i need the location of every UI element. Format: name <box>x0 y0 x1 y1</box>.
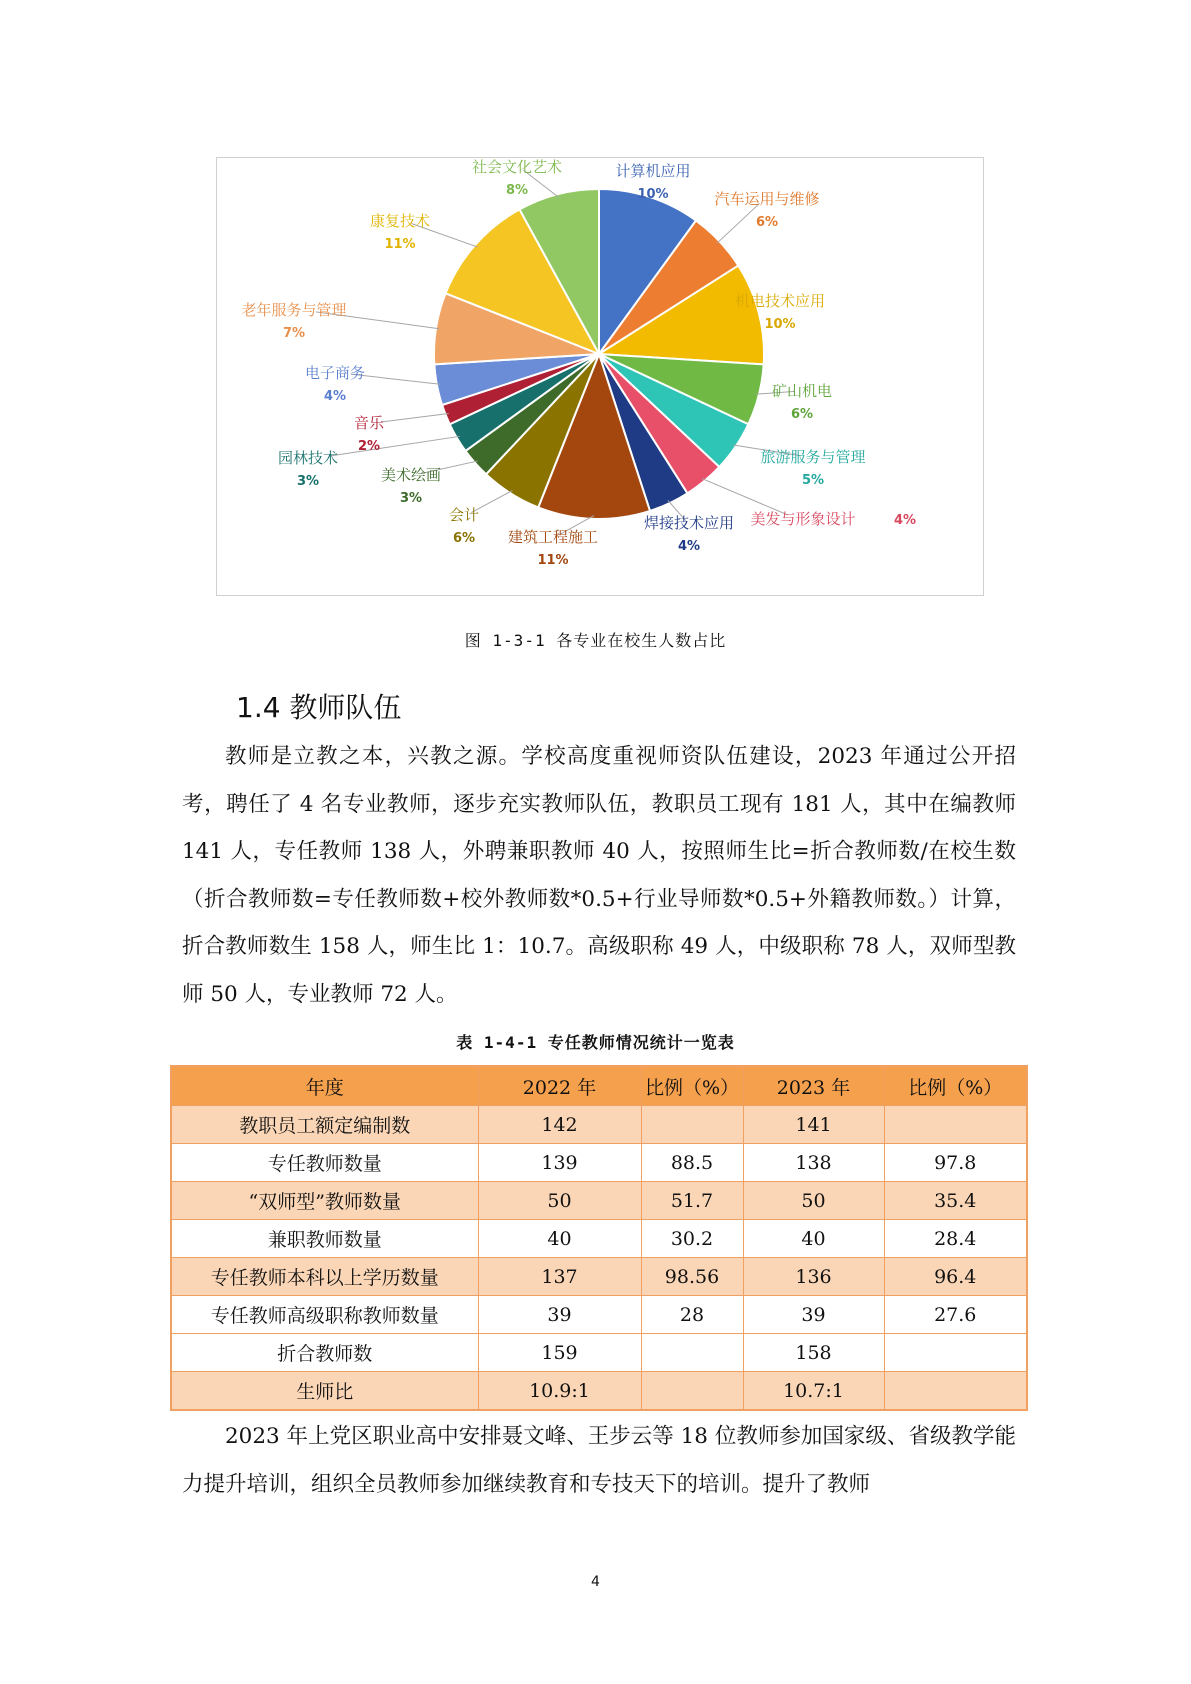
slice-label: 老年服务与管理 <box>241 301 347 319</box>
cell-2023: 141 <box>743 1106 884 1144</box>
cell-ratio-2022 <box>641 1106 743 1144</box>
slice-percent: 6% <box>790 407 814 422</box>
slice-label: 美术绘画 <box>380 466 442 484</box>
table-header-row <box>171 1066 1027 1106</box>
slice-percent: 10% <box>637 187 669 202</box>
slice-percent: 6% <box>755 215 779 230</box>
pie-chart-svg <box>217 158 985 597</box>
row-label: 专任教师本科以上学历数量 <box>171 1258 478 1296</box>
table-caption: 表 1-4-1 专任教师情况统计一览表 <box>456 1033 735 1052</box>
slice-label: 音乐 <box>353 414 385 432</box>
cell-2022: 139 <box>478 1144 641 1182</box>
slice-percent: 4% <box>893 513 917 528</box>
row-label: 专任教师高级职称教师数量 <box>171 1296 478 1334</box>
table-row <box>171 1106 1027 1144</box>
cell-ratio-2023: 96.4 <box>884 1258 1027 1296</box>
slice-label: 矿山机电 <box>771 382 833 400</box>
row-label: 折合教师数 <box>171 1334 478 1372</box>
slice-percent: 6% <box>452 531 476 546</box>
slice-label: 汽车运用与维修 <box>714 190 820 208</box>
cell-2022: 50 <box>478 1182 641 1220</box>
cell-ratio-2022: 88.5 <box>641 1144 743 1182</box>
row-label: 生师比 <box>171 1372 478 1411</box>
cell-ratio-2023: 97.8 <box>884 1144 1027 1182</box>
slice-percent: 3% <box>399 491 423 506</box>
paragraph-training: 2023 年上党区职业高中安排聂文峰、王步云等 18 位教师参加国家级、省级教学能力提升培训，组织全员教师参加继续教育和专技天下的培训。提升了教师 <box>182 1424 1016 1497</box>
cell-2023: 40 <box>743 1220 884 1258</box>
row-label: “双师型”教师数量 <box>171 1182 478 1220</box>
cell-ratio-2023 <box>884 1334 1027 1372</box>
slice-percent: 2% <box>357 439 381 454</box>
table-row <box>171 1258 1027 1296</box>
paragraph-teachers-intro: 教师是立教之本，兴教之源。学校高度重视师资队伍建设，2023 年通过公开招考，聘任了 4 名专业教师，逐步充实教师队伍，教职员工现有 181 人，其中在编教师 141 人，专任教师 138 人，外聘兼职教师 40 人，按照师生比=折合教师数/在校生数（折合教师数=专任教师数+校外教师数*0.5+行业导师数*0.5+外籍教师数。）计算，折合教师数生 158 人，师生比 1：10.7。高级职称 49 人，中级职称 78 人，双师型教师 50 人，专业教师 72 人。 <box>182 744 1016 1007</box>
table-row <box>171 1296 1027 1334</box>
cell-2023: 39 <box>743 1296 884 1334</box>
slice-label: 机电技术应用 <box>734 292 826 310</box>
cell-ratio-2022: 98.56 <box>641 1258 743 1296</box>
slice-percent: 7% <box>282 326 306 341</box>
slice-label: 康复技术 <box>369 212 431 230</box>
cell-ratio-2022 <box>641 1372 743 1411</box>
slice-percent: 11% <box>384 237 416 252</box>
slice-percent: 4% <box>677 539 701 554</box>
row-label: 教职员工额定编制数 <box>171 1106 478 1144</box>
cell-2022: 10.9:1 <box>478 1372 641 1411</box>
leader-line <box>331 436 460 456</box>
figure-caption: 图 1-3-1 各专业在校生人数占比 <box>464 631 727 650</box>
cell-ratio-2022: 51.7 <box>641 1182 743 1220</box>
table-row <box>171 1334 1027 1372</box>
table-row <box>171 1220 1027 1258</box>
page-number: 4 <box>591 1574 600 1590</box>
slice-label: 美发与形象设计 <box>750 510 856 528</box>
cell-2022: 39 <box>478 1296 641 1334</box>
slice-percent: 5% <box>801 473 825 488</box>
cell-ratio-2022: 28 <box>641 1296 743 1334</box>
slice-percent: 8% <box>505 183 529 198</box>
slice-label: 园林技术 <box>277 449 339 467</box>
cell-ratio-2023: 27.6 <box>884 1296 1027 1334</box>
slice-label: 焊接技术应用 <box>643 514 735 532</box>
cell-ratio-2023: 35.4 <box>884 1182 1027 1220</box>
header-2023: 2023 年 <box>743 1066 884 1106</box>
cell-2022: 40 <box>478 1220 641 1258</box>
slice-percent: 3% <box>296 474 320 489</box>
cell-2022: 159 <box>478 1334 641 1372</box>
header-ratio-2022: 比例（%） <box>641 1066 743 1106</box>
table-row <box>171 1372 1027 1411</box>
slice-percent: 11% <box>537 553 569 568</box>
cell-ratio-2023 <box>884 1372 1027 1411</box>
leader-line <box>717 203 760 243</box>
slice-percent: 4% <box>323 389 347 404</box>
cell-2023: 10.7:1 <box>743 1372 884 1411</box>
cell-ratio-2023 <box>884 1106 1027 1144</box>
slice-label: 建筑工程施工 <box>507 528 599 546</box>
cell-2023: 138 <box>743 1144 884 1182</box>
row-label: 兼职教师数量 <box>171 1220 478 1258</box>
cell-ratio-2023: 28.4 <box>884 1220 1027 1258</box>
slice-label: 电子商务 <box>304 364 366 382</box>
header-ratio-2023: 比例（%） <box>884 1066 1027 1106</box>
cell-2022: 142 <box>478 1106 641 1144</box>
table-row <box>171 1182 1027 1220</box>
section-heading: 1.4 教师队伍 <box>236 691 402 724</box>
cell-ratio-2022: 30.2 <box>641 1220 743 1258</box>
cell-2023: 158 <box>743 1334 884 1372</box>
row-label: 专任教师数量 <box>171 1144 478 1182</box>
slice-label: 社会文化艺术 <box>471 158 563 176</box>
pie-chart <box>216 157 984 596</box>
cell-2023: 50 <box>743 1182 884 1220</box>
slice-label: 旅游服务与管理 <box>760 448 866 466</box>
cell-2023: 136 <box>743 1258 884 1296</box>
slice-percent: 10% <box>764 317 796 332</box>
slice-label: 会计 <box>448 506 480 524</box>
leader-line <box>381 414 449 423</box>
cell-ratio-2022 <box>641 1334 743 1372</box>
table-row <box>171 1144 1027 1182</box>
cell-2022: 137 <box>478 1258 641 1296</box>
slice-label: 计算机应用 <box>615 162 691 180</box>
header-2022: 2022 年 <box>478 1066 641 1106</box>
header-year: 年度 <box>171 1066 478 1106</box>
teacher-stats-table <box>170 1065 1028 1411</box>
